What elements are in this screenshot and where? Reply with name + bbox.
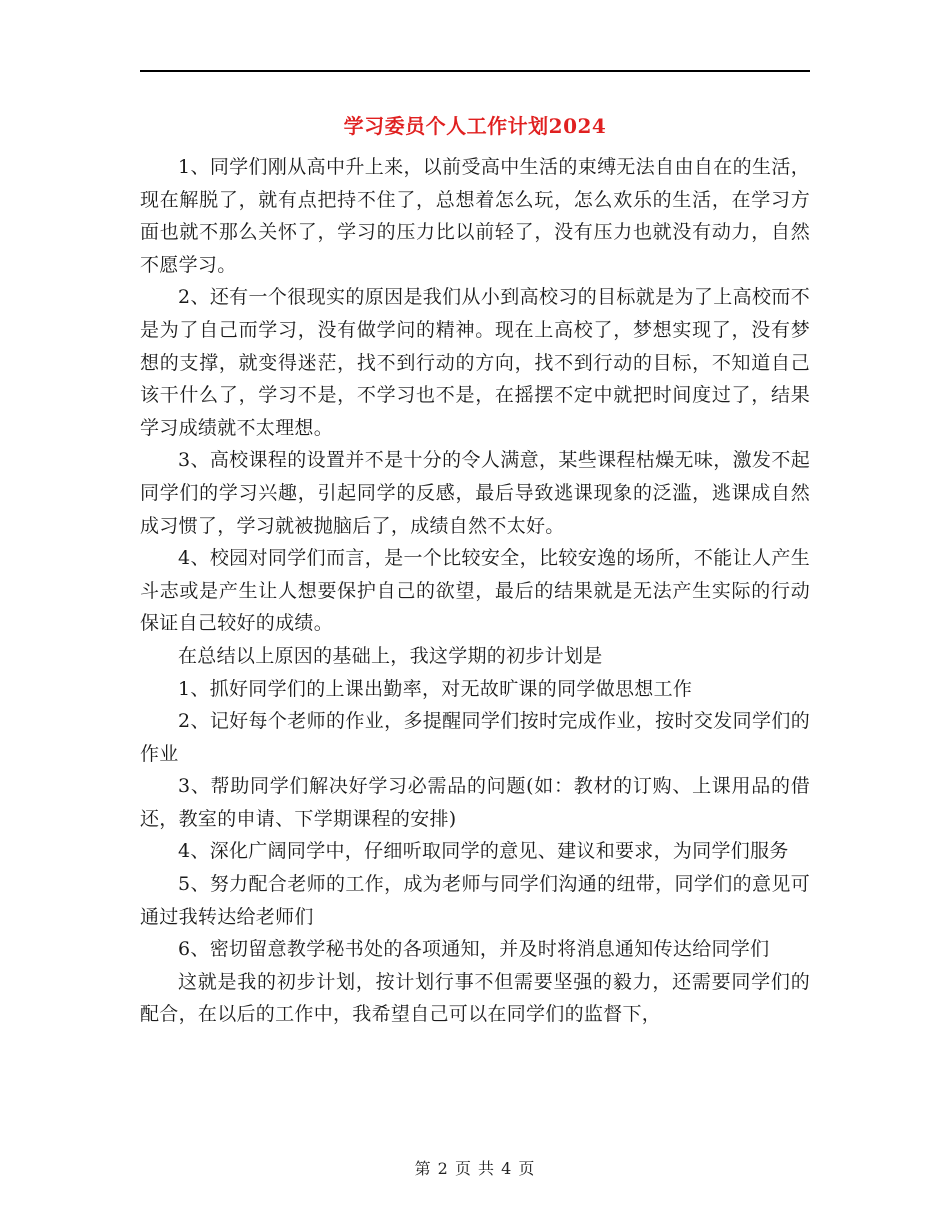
- document-body: [140, 151, 810, 1031]
- paragraph-5: 在总结以上原因的基础上，我这学期的初步计划是: [178, 644, 603, 667]
- header-rule: [140, 70, 810, 72]
- closing-paragraph: 这就是我的初步计划，按计划行事不但需要坚强的毅力，还需要同学们的配合，在以后的工作中，我希望自己可以在同学们的监督下，: [140, 970, 810, 1026]
- paragraph-3: 3、高校课程的设置并不是十分的令人满意，某些课程枯燥无味，激发不起同学们的学习兴趣，引起同学的反感，最后导致逃课现象的泛滥，逃课成自然成习惯了，学习就被抛脑后了，成绩自然不太好。: [140, 449, 810, 537]
- plan-item-5: 5、努力配合老师的工作，成为老师与同学们沟通的纽带，同学们的意见可通过我转达给老师们: [140, 873, 810, 928]
- plan-item-3: 3、帮助同学们解决好学习必需品的问题(如：教材的订购、上课用品的借还，教室的申请、下学期课程的安排): [140, 775, 810, 830]
- paragraph-1: 1、同学们刚从高中升上来，以前受高中生活的束缚无法自由自在的生活，现在解脱了，就有点把持不住了，总想着怎么玩，怎么欢乐的生活，在学习方面也就不那么关怀了，学习的压力比以前轻了，没有压力也就没有动力，自然不愿学习。: [140, 156, 810, 276]
- page-footer: 第 2 页 共 4 页: [414, 1159, 536, 1178]
- plan-item-2: 2、记好每个老师的作业，多提醒同学们按时完成作业，按时交发同学们的作业: [140, 710, 810, 765]
- paragraph-4: 4、校园对同学们而言，是一个比较安全，比较安逸的场所，不能让人产生斗志或是产生让人想要保护自己的欲望，最后的结果就是无法产生实际的行动保证自己较好的成绩。: [140, 547, 810, 635]
- plan-item-4: 4、深化广阔同学中，仔细听取同学的意见、建议和要求，为同学们服务: [178, 840, 789, 863]
- plan-item-1: 1、抓好同学们的上课出勤率，对无故旷课的同学做思想工作: [178, 677, 693, 700]
- document-title: 学习委员个人工作计划2024: [343, 114, 607, 138]
- paragraph-2: 2、还有一个很现实的原因是我们从小到高校习的目标就是为了上高校而不是为了自己而学习，没有做学问的精神。现在上高校了，梦想实现了，没有梦想的支撑，就变得迷茫，找不到行动的方向，找不到行动的目标，不知道自己该干什么了，学习不是，不学习也不是，在摇摆不定中就把时间度过了，结果学习成绩就不太理想。: [140, 286, 810, 439]
- plan-item-6: 6、密切留意教学秘书处的各项通知，并及时将消息通知传达给同学们: [178, 938, 770, 961]
